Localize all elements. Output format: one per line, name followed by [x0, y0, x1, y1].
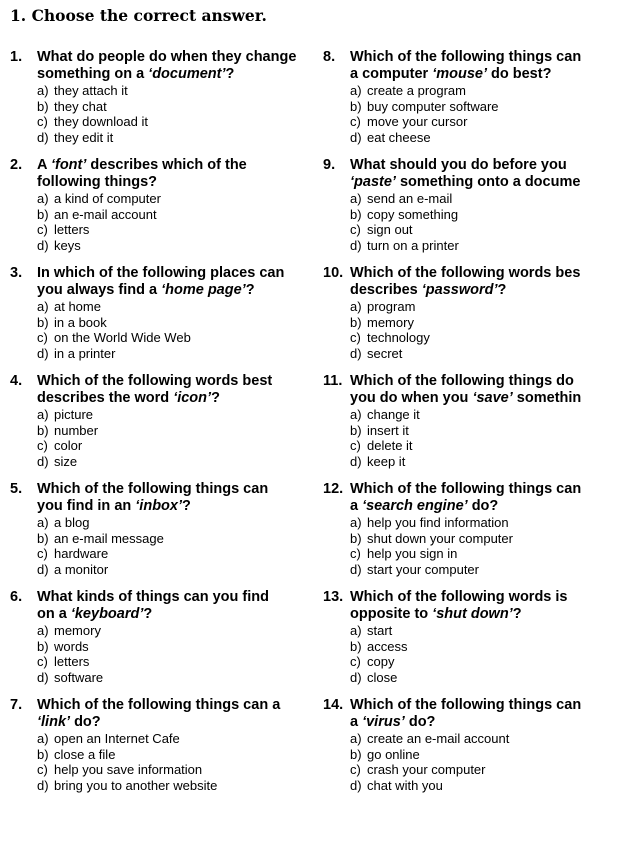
- option-letter: b): [350, 638, 362, 654]
- option-letter: d): [350, 129, 362, 145]
- answer-option[interactable]: [37, 546, 315, 562]
- option-letter: d): [37, 129, 49, 145]
- question-text: In which of the following places can you always find a ‘home page’?: [37, 265, 285, 298]
- answer-options: [37, 515, 315, 577]
- option-letter: b): [37, 314, 49, 330]
- answer-option[interactable]: [350, 114, 633, 130]
- option-letter: d): [350, 453, 362, 469]
- option-text: secret: [367, 345, 403, 361]
- question-keyword: ‘home page’: [161, 282, 246, 298]
- question-number: 1.: [10, 49, 23, 65]
- option-letter: b): [37, 638, 49, 654]
- option-text: program: [367, 299, 416, 314]
- option-text: they edit it: [54, 129, 114, 145]
- question-keyword: ‘virus’: [362, 714, 405, 730]
- answer-option[interactable]: [350, 299, 633, 315]
- answer-option[interactable]: [37, 654, 315, 670]
- question-text: A ‘font’ describes which of the following things?: [37, 157, 247, 190]
- option-letter: a): [350, 515, 362, 530]
- answer-option[interactable]: [37, 731, 315, 747]
- option-letter: a): [37, 191, 49, 206]
- option-text: an e-mail message: [54, 530, 164, 546]
- option-text: create an e-mail account: [367, 731, 510, 746]
- answer-option[interactable]: [350, 407, 633, 423]
- answer-options: [37, 407, 315, 469]
- question-keyword: ‘font’: [50, 157, 87, 173]
- answer-option[interactable]: [350, 83, 633, 99]
- option-text: bring you to another website: [54, 777, 218, 793]
- answer-options: [350, 515, 633, 577]
- option-text: keep it: [367, 453, 406, 469]
- option-letter: a): [37, 299, 49, 314]
- answer-option[interactable]: [37, 762, 315, 778]
- question-keyword: ‘shut down’: [432, 606, 513, 622]
- option-text: number: [54, 422, 99, 438]
- option-text: change it: [367, 407, 420, 422]
- left-question-column: [10, 49, 315, 805]
- option-letter: c): [350, 654, 361, 670]
- answer-options: [37, 623, 315, 685]
- question-block: [323, 373, 633, 481]
- question-keyword: ‘password’: [421, 282, 498, 298]
- option-text: at home: [54, 299, 101, 314]
- answer-option[interactable]: [350, 778, 633, 794]
- answer-options: [350, 407, 633, 469]
- question-block: [10, 697, 315, 805]
- worksheet-heading: 1. Choose the correct answer.: [10, 6, 267, 25]
- question-number: 4.: [10, 373, 23, 389]
- option-letter: a): [350, 731, 362, 746]
- question-block: [10, 265, 315, 373]
- question-block: [10, 481, 315, 589]
- answer-option[interactable]: [350, 330, 633, 346]
- question-number: 7.: [10, 697, 23, 713]
- option-text: an e-mail account: [54, 206, 157, 222]
- option-letter: c): [37, 114, 48, 130]
- answer-option[interactable]: [350, 222, 633, 238]
- question-text: What do people do when they change something on a ‘document’?: [37, 49, 297, 82]
- question-text: Which of the following things can a ‘virus’ do?: [350, 697, 582, 730]
- question-keyword: ‘paste’: [350, 174, 396, 190]
- question-number: 2.: [10, 157, 23, 173]
- question-block: [323, 697, 633, 805]
- answer-options: [37, 83, 315, 145]
- option-text: close: [367, 669, 398, 685]
- answer-option[interactable]: [350, 346, 633, 362]
- answer-option[interactable]: [37, 83, 315, 99]
- answer-option[interactable]: [37, 315, 315, 331]
- question-number: 3.: [10, 265, 23, 281]
- question-text: Which of the following words bes describes ‘password’?: [350, 265, 581, 298]
- answer-options: [37, 191, 315, 253]
- option-letter: d): [37, 561, 49, 577]
- option-text: access: [367, 638, 408, 654]
- answer-option[interactable]: [37, 747, 315, 763]
- answer-option[interactable]: [350, 207, 633, 223]
- question-text: Which of the following words best describes the word ‘icon’?: [37, 373, 273, 406]
- answer-option[interactable]: [37, 531, 315, 547]
- option-text: help you sign in: [367, 546, 458, 562]
- answer-options: [350, 731, 633, 793]
- option-text: help you find information: [367, 515, 509, 530]
- answer-option[interactable]: [37, 330, 315, 346]
- answer-option[interactable]: [37, 438, 315, 454]
- option-text: they attach it: [54, 83, 128, 98]
- option-letter: b): [350, 206, 362, 222]
- option-letter: c): [350, 546, 361, 562]
- answer-option[interactable]: [37, 207, 315, 223]
- option-letter: d): [37, 237, 49, 253]
- answer-option[interactable]: [350, 762, 633, 778]
- option-text: picture: [54, 407, 94, 422]
- answer-option[interactable]: [350, 438, 633, 454]
- question-keyword: ‘icon’: [173, 390, 212, 406]
- answer-options: [350, 83, 633, 145]
- answer-option[interactable]: [37, 346, 315, 362]
- option-letter: c): [37, 438, 48, 454]
- right-question-column: [323, 49, 633, 805]
- option-letter: d): [37, 777, 49, 793]
- option-text: sign out: [367, 222, 413, 238]
- option-text: buy computer software: [367, 98, 499, 114]
- answer-option[interactable]: [350, 531, 633, 547]
- option-text: words: [54, 638, 89, 654]
- option-text: they download it: [54, 114, 148, 130]
- answer-option[interactable]: [350, 315, 633, 331]
- option-text: memory: [367, 314, 414, 330]
- option-text: start: [367, 623, 393, 638]
- question-block: [10, 373, 315, 481]
- option-text: create a program: [367, 83, 466, 98]
- answer-option[interactable]: [350, 623, 633, 639]
- option-letter: c): [350, 114, 361, 130]
- option-text: send an e-mail: [367, 191, 453, 206]
- option-letter: d): [37, 669, 49, 685]
- answer-option[interactable]: [37, 423, 315, 439]
- option-text: copy: [367, 654, 395, 670]
- option-text: hardware: [54, 546, 109, 562]
- option-letter: c): [37, 546, 48, 562]
- question-keyword: ‘search engine’: [362, 498, 468, 514]
- option-letter: a): [350, 407, 362, 422]
- question-number: 5.: [10, 481, 23, 497]
- answer-option[interactable]: [350, 454, 633, 470]
- option-letter: a): [350, 623, 362, 638]
- option-letter: a): [350, 191, 362, 206]
- answer-option[interactable]: [350, 130, 633, 146]
- question-text: Which of the following things can a ‘link’ do?: [37, 697, 281, 730]
- question-number: 9.: [323, 157, 336, 173]
- answer-options: [350, 623, 633, 685]
- option-letter: d): [350, 777, 362, 793]
- question-block: [323, 265, 633, 373]
- option-letter: a): [350, 83, 362, 98]
- option-letter: c): [350, 762, 361, 778]
- option-letter: b): [37, 530, 49, 546]
- option-text: turn on a printer: [367, 237, 459, 253]
- question-block: [323, 481, 633, 589]
- option-text: go online: [367, 746, 420, 762]
- answer-option[interactable]: [37, 454, 315, 470]
- answer-options: [350, 191, 633, 253]
- option-text: eat cheese: [367, 129, 431, 145]
- answer-option[interactable]: [37, 623, 315, 639]
- question-text: Which of the following things can a ‘search engine’ do?: [350, 481, 582, 514]
- question-number: 8.: [323, 49, 336, 65]
- option-letter: d): [350, 237, 362, 253]
- option-text: delete it: [367, 438, 413, 454]
- answer-option[interactable]: [350, 639, 633, 655]
- question-keyword: ‘inbox’: [135, 498, 183, 514]
- option-letter: d): [350, 669, 362, 685]
- question-text: What kinds of things can you find on a ‘keyboard’?: [37, 589, 269, 622]
- option-text: size: [54, 453, 78, 469]
- option-text: in a book: [54, 314, 107, 330]
- question-block: [10, 49, 315, 157]
- answer-option[interactable]: [37, 299, 315, 315]
- answer-options: [37, 299, 315, 361]
- option-text: insert it: [367, 422, 409, 438]
- answer-option[interactable]: [350, 731, 633, 747]
- answer-option[interactable]: [37, 238, 315, 254]
- question-block: [323, 49, 633, 157]
- question-text: What should you do before you ‘paste’ something onto a docume: [350, 157, 581, 190]
- option-text: keys: [54, 237, 81, 253]
- option-letter: b): [37, 746, 49, 762]
- option-letter: b): [37, 422, 49, 438]
- question-block: [10, 589, 315, 697]
- option-letter: a): [37, 407, 49, 422]
- option-letter: b): [350, 314, 362, 330]
- option-text: they chat: [54, 98, 107, 114]
- answer-option[interactable]: [350, 670, 633, 686]
- option-letter: d): [37, 453, 49, 469]
- option-text: in a printer: [54, 345, 116, 361]
- option-letter: c): [37, 654, 48, 670]
- answer-option[interactable]: [37, 778, 315, 794]
- option-letter: b): [350, 98, 362, 114]
- option-letter: a): [37, 83, 49, 98]
- answer-option[interactable]: [350, 191, 633, 207]
- option-letter: d): [37, 345, 49, 361]
- option-letter: c): [37, 330, 48, 346]
- answer-option[interactable]: [350, 99, 633, 115]
- answer-option[interactable]: [37, 407, 315, 423]
- question-text: Which of the following things can you find in an ‘inbox’?: [37, 481, 269, 514]
- option-text: chat with you: [367, 777, 443, 793]
- option-text: technology: [367, 330, 430, 346]
- answer-option[interactable]: [350, 238, 633, 254]
- option-text: help you save information: [54, 762, 203, 778]
- answer-option[interactable]: [350, 562, 633, 578]
- option-letter: c): [350, 222, 361, 238]
- option-text: shut down your computer: [367, 530, 513, 546]
- option-text: a kind of computer: [54, 191, 161, 206]
- answer-option[interactable]: [37, 515, 315, 531]
- answer-option[interactable]: [37, 222, 315, 238]
- question-block: [323, 157, 633, 265]
- option-letter: d): [350, 345, 362, 361]
- option-letter: c): [37, 762, 48, 778]
- answer-option[interactable]: [350, 423, 633, 439]
- question-number: 12.: [323, 481, 344, 497]
- question-number: 13.: [323, 589, 344, 605]
- option-letter: a): [37, 731, 49, 746]
- option-letter: c): [350, 438, 361, 454]
- question-number: 6.: [10, 589, 23, 605]
- answer-option[interactable]: [37, 670, 315, 686]
- question-number: 14.: [323, 697, 344, 713]
- question-text: Which of the following things do you do when you ‘save’ somethin: [350, 373, 582, 406]
- question-keyword: ‘mouse’: [432, 66, 487, 82]
- option-text: crash your computer: [367, 762, 486, 778]
- option-text: software: [54, 669, 104, 685]
- option-text: move your cursor: [367, 114, 468, 130]
- question-text: Which of the following things can a computer ‘mouse’ do best?: [350, 49, 582, 82]
- question-keyword: ‘document’: [148, 66, 226, 82]
- option-text: close a file: [54, 746, 116, 762]
- answer-option[interactable]: [350, 654, 633, 670]
- answer-option[interactable]: [37, 130, 315, 146]
- option-text: color: [54, 438, 83, 454]
- option-text: start your computer: [367, 561, 479, 577]
- answer-option[interactable]: [37, 639, 315, 655]
- option-text: letters: [54, 222, 90, 238]
- question-keyword: ‘link’: [37, 714, 71, 730]
- option-text: letters: [54, 654, 90, 670]
- option-text: open an Internet Cafe: [54, 731, 180, 746]
- option-letter: a): [37, 515, 49, 530]
- option-text: memory: [54, 623, 101, 638]
- option-letter: b): [350, 746, 362, 762]
- question-keyword: ‘keyboard’: [70, 606, 144, 622]
- option-letter: a): [37, 623, 49, 638]
- answer-option[interactable]: [37, 114, 315, 130]
- answer-options: [37, 731, 315, 793]
- option-letter: b): [37, 206, 49, 222]
- answer-option[interactable]: [350, 546, 633, 562]
- question-keyword: ‘save’: [472, 390, 513, 406]
- question-number: 10.: [323, 265, 344, 281]
- option-letter: d): [350, 561, 362, 577]
- option-letter: c): [37, 222, 48, 238]
- option-letter: b): [350, 530, 362, 546]
- option-text: on the World Wide Web: [54, 330, 191, 346]
- option-text: copy something: [367, 206, 459, 222]
- option-letter: c): [350, 330, 361, 346]
- option-text: a blog: [54, 515, 90, 530]
- answer-option[interactable]: [37, 191, 315, 207]
- question-text: Which of the following words is opposite to ‘shut down’?: [350, 589, 568, 622]
- option-letter: a): [350, 299, 362, 314]
- answer-option[interactable]: [350, 515, 633, 531]
- answer-option[interactable]: [37, 99, 315, 115]
- question-block: [10, 157, 315, 265]
- question-block: [323, 589, 633, 697]
- option-letter: b): [37, 98, 49, 114]
- option-text: a monitor: [54, 561, 109, 577]
- answer-option[interactable]: [350, 747, 633, 763]
- option-letter: b): [350, 422, 362, 438]
- answer-option[interactable]: [37, 562, 315, 578]
- answer-options: [350, 299, 633, 361]
- question-number: 11.: [323, 373, 343, 389]
